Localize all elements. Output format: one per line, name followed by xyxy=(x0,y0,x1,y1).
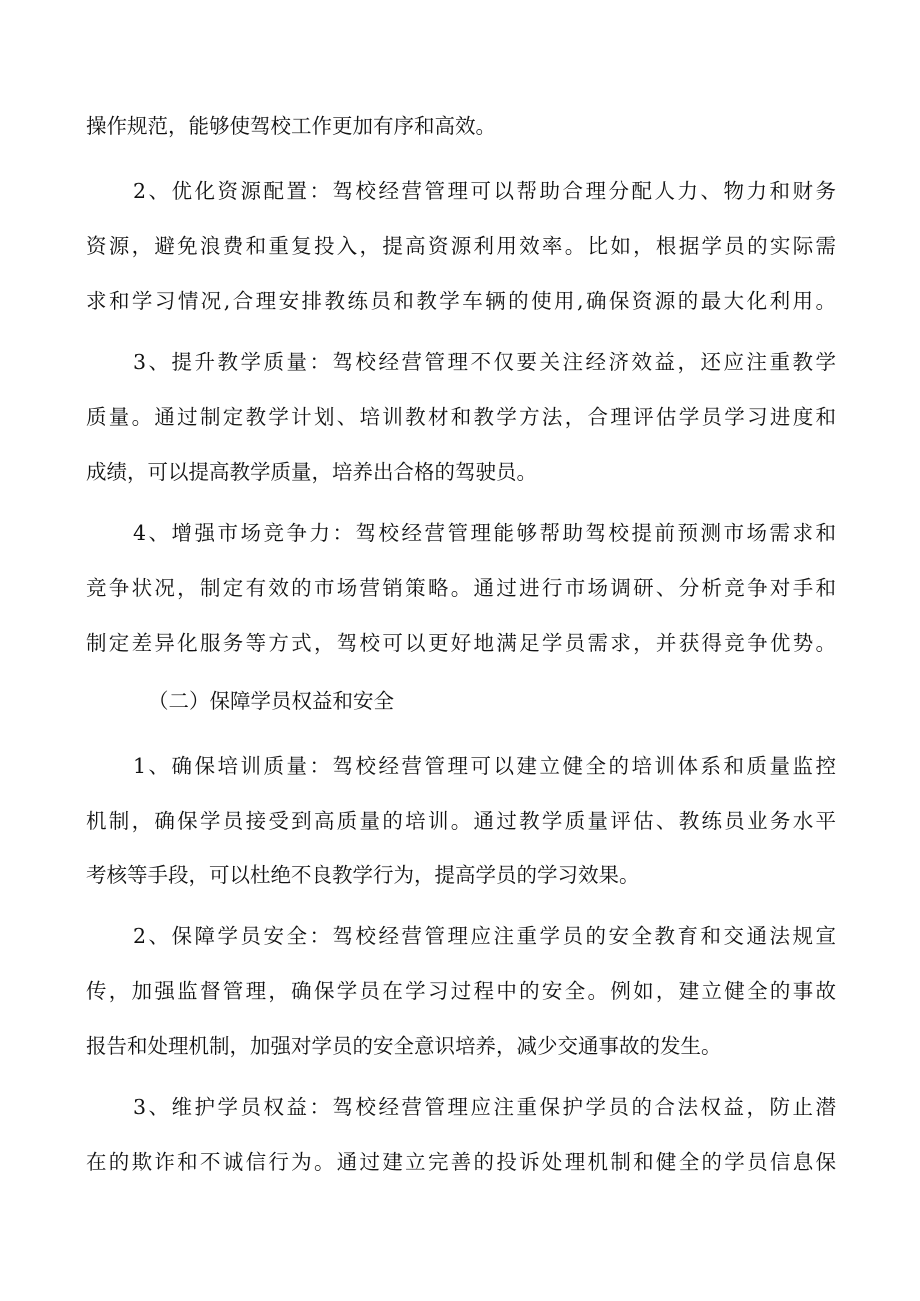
paragraph-line: 4、增强市场竞争力：驾校经营管理能够帮助驾校提前预测市场需求和 xyxy=(133,521,836,545)
paragraph-line: 质量。通过制定教学计划、培训教材和教学方法，合理评估学员学习进度和 xyxy=(86,405,836,429)
paragraph-line: 操作规范，能够使驾校工作更加有序和高效。 xyxy=(86,114,496,138)
section-heading: （二）保障学员权益和安全 xyxy=(148,689,394,713)
paragraph-line: 考核等手段，可以杜绝不良教学行为，提高学员的学习效果。 xyxy=(86,863,640,887)
paragraph-line: 竞争状况，制定有效的市场营销策略。通过进行市场调研、分析竞争对手和 xyxy=(86,576,836,600)
paragraph-line: 2、保障学员安全：驾校经营管理应注重学员的安全教育和交通法规宣 xyxy=(133,924,836,948)
paragraph-line: 1、确保培训质量：驾校经营管理可以建立健全的培训体系和质量监控 xyxy=(133,754,836,778)
paragraph-line: 资源，避免浪费和重复投入，提高资源利用效率。比如，根据学员的实际需 xyxy=(86,234,836,258)
paragraph-line: 3、提升教学质量：驾校经营管理不仅要关注经济效益，还应注重教学 xyxy=(133,350,836,374)
paragraph-line: 报告和处理机制，加强对学员的安全意识培养，减少交通事故的发生。 xyxy=(86,1034,722,1058)
paragraph-line: 成绩，可以提高教学质量，培养出合格的驾驶员。 xyxy=(86,460,537,484)
paragraph-line: 求和学习情况,合理安排教练员和教学车辆的使用,确保资源的最大化利用。 xyxy=(86,289,836,313)
paragraph-line: 2、优化资源配置：驾校经营管理可以帮助合理分配人力、物力和财务 xyxy=(133,179,836,203)
paragraph-line: 3、维护学员权益：驾校经营管理应注重保护学员的合法权益，防止潜 xyxy=(133,1095,836,1119)
paragraph-line: 传，加强监督管理，确保学员在学习过程中的安全。例如，建立健全的事故 xyxy=(86,979,836,1003)
paragraph-line: 机制，确保学员接受到高质量的培训。通过教学质量评估、教练员业务水平 xyxy=(86,809,836,833)
paragraph-line: 制定差异化服务等方式，驾校可以更好地满足学员需求，并获得竞争优势。 xyxy=(86,631,836,655)
paragraph-line: 在的欺诈和不诚信行为。通过建立完善的投诉处理机制和健全的学员信息保 xyxy=(86,1150,836,1174)
